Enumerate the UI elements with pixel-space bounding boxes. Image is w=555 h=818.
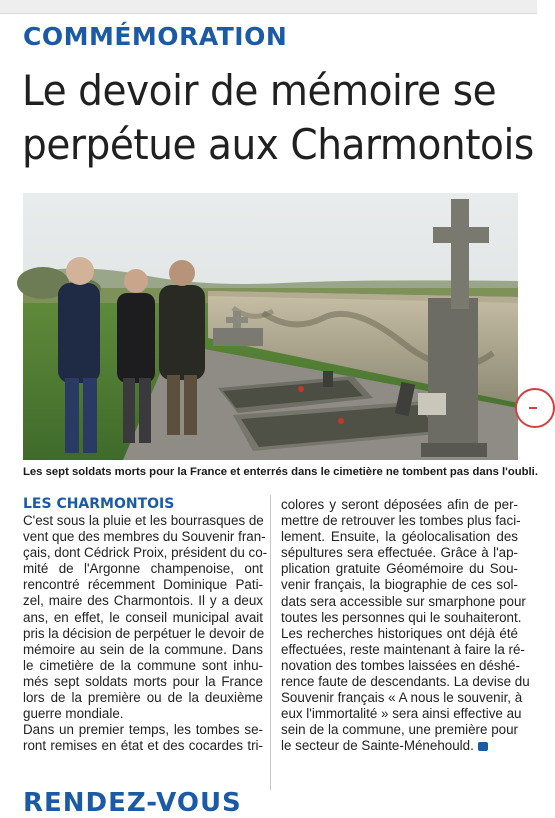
- body-line: ans, en effet, le conseil municipal avait: [23, 609, 263, 625]
- body-line: rencontré récemment Dominique Pati-: [23, 577, 263, 593]
- article-headline: [22, 64, 534, 172]
- body-line: sépultures sera effectuée. Grâce à l'ap-: [281, 545, 518, 561]
- minus-bar: [529, 407, 537, 409]
- body-line: mettre de retrouver les tombes plus faci-: [281, 513, 521, 529]
- body-line: plication gratuite Géomémoire du Sou-: [281, 561, 518, 577]
- body-line: rence faute de descendants. La devise du: [281, 674, 530, 690]
- article-kicker: COMMÉMORATION: [23, 22, 288, 51]
- body-line: pris la décision de perpétuer le devoir de: [23, 625, 265, 641]
- body-line: venir français, la biographie de ces sol-: [281, 577, 518, 593]
- body-line: mémoire au sein de la commune. Dans: [23, 641, 263, 657]
- square-end-mark-icon: [478, 742, 488, 751]
- body-line-last-text: le secteur de Sainte-Ménehould.: [281, 738, 474, 754]
- body-line: Les recherches historiques ont déjà été: [281, 625, 518, 641]
- article-photo: [23, 193, 518, 460]
- next-article-heading: RENDEZ-VOUS: [23, 788, 242, 818]
- body-line: Souvenir français « A nous le souvenir, à: [281, 690, 523, 706]
- minus-circle-icon[interactable]: [515, 388, 555, 428]
- photo-caption: Les sept soldats morts pour la France et enterrés dans le cimetière ne tombent pas dans l'oubli.: [23, 466, 538, 478]
- headline-line-2: perpétue aux Charmontois: [22, 120, 534, 169]
- column-divider: [270, 495, 271, 790]
- body-line-last: [281, 738, 518, 754]
- body-line: vent que des membres du Souvenir fran-: [23, 529, 266, 545]
- body-line: Dans un premier temps, les tombes se-: [23, 722, 263, 738]
- body-line: colores y seront déposées afin de per-: [281, 497, 518, 512]
- section-heading: LES CHARMONTOIS: [23, 496, 175, 512]
- body-line: més sept soldats morts pour la France: [23, 673, 263, 689]
- body-line: novation des tombes laissées en déshé-: [281, 657, 520, 673]
- article-column-right: [281, 497, 530, 755]
- body-line: sein de la commune, une première pour: [281, 722, 518, 738]
- body-line: zel, maire des Charmontois. Il y a deux: [23, 593, 263, 609]
- body-line: çais, dont Cédrick Proix, président du co-: [23, 545, 268, 561]
- body-line: lors de la première ou de la deuxième: [23, 690, 263, 706]
- body-line: guerre mondiale.: [23, 706, 124, 722]
- body-line: mité de l'Argonne champenoise, ont: [23, 561, 263, 577]
- body-line: C'est sous la pluie et les bourrasques de: [23, 513, 264, 528]
- headline-line-1: Le devoir de mémoire se: [22, 66, 497, 115]
- body-line: le cimetière de la commune sont inhu-: [23, 657, 263, 673]
- body-line: effectuées, reste maintenant à faire la ré-: [281, 641, 525, 657]
- body-line: dats sera accessible sur smarphone pour: [281, 593, 526, 609]
- page-top-strip: [0, 0, 537, 14]
- body-line: ront remises en état et des cocardes tri-: [23, 738, 263, 754]
- article-column-left: [23, 495, 268, 754]
- body-line: lement. Ensuite, la géolocalisation des: [281, 529, 518, 545]
- body-line: eux l'immortalité » sera ainsi effective au: [281, 706, 522, 722]
- body-line: toutes les personnes qui le souhaiteront.: [281, 609, 522, 625]
